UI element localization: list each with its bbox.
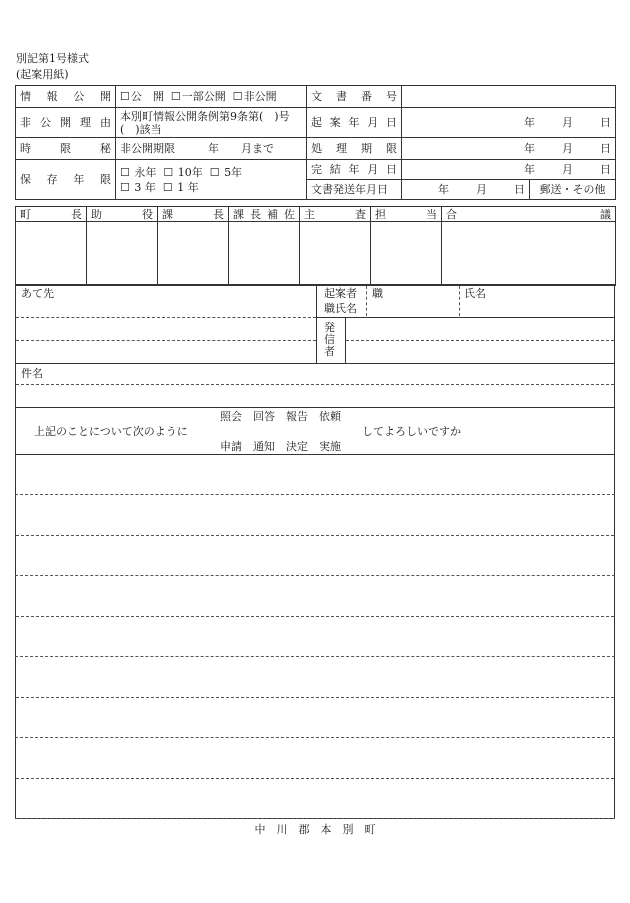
statement-options-bottom[interactable]: 申請 通知 決定 実施 — [220, 440, 341, 453]
body-line — [15, 737, 615, 738]
retention-10y[interactable] — [163, 166, 174, 179]
subject-bottom-line — [15, 407, 615, 408]
secret-label-cell — [16, 138, 116, 160]
body-line — [16, 778, 614, 779]
stamp-consultation[interactable] — [442, 222, 616, 286]
reason-line1: 本別町情報公開条例第9条第( )号 — [120, 109, 290, 123]
body-line — [16, 697, 614, 698]
nondisclosure-label-cell — [16, 108, 116, 138]
sent-date-label: 文書発送年月日 — [307, 180, 402, 200]
body-line — [15, 818, 615, 819]
sender-line — [346, 340, 614, 341]
deadline-field[interactable]: 年 月 日 — [402, 138, 616, 160]
retention-5y[interactable] — [210, 166, 221, 179]
disclosure-option-partial[interactable]: ☐ 一部公開 — [171, 90, 226, 103]
post-label: 職 — [372, 287, 383, 300]
header-staff: 担 当 — [371, 207, 442, 222]
secret-label: 時 限 秘 — [20, 142, 111, 155]
form-name: (起案用紙) — [16, 68, 69, 81]
header-section-chief: 課 長 — [158, 207, 229, 222]
retention-label: 保 存 年 限 — [20, 173, 111, 186]
drafter-label: 起案者 — [324, 287, 357, 300]
doc-number-label-cell — [307, 86, 402, 108]
stamp-section-chief[interactable] — [158, 222, 229, 286]
body-line — [16, 616, 614, 617]
disclosure-label-cell — [16, 86, 116, 108]
disclosure-option-private[interactable]: ☐ 非公開 — [233, 90, 277, 103]
disclosure-label: 情 報 公 開 — [20, 90, 111, 103]
completion-label: 完 結 年 月 日 — [311, 163, 397, 176]
recipient-label: あて先 — [21, 287, 54, 300]
retention-options[interactable]: ☐ 永年 ☐ 10年 ☐ 5年 ☐ 3 年 ☐ 1 年 — [116, 160, 307, 200]
draft-date-label-cell — [307, 108, 402, 138]
body-line — [16, 535, 614, 536]
subject-label: 件名 — [21, 367, 43, 380]
header-deputy: 助 役 — [87, 207, 158, 222]
header-mayor: 町 長 — [16, 207, 87, 222]
stamp-assistant-chief[interactable] — [229, 222, 300, 286]
secret-value[interactable]: 非公開期限 年 月まで — [116, 138, 307, 160]
stamp-mayor[interactable] — [16, 222, 87, 286]
body-line — [15, 575, 615, 576]
drafter-label-2: 職氏名 — [324, 302, 357, 315]
body-line — [15, 494, 615, 495]
name-divider — [459, 286, 460, 316]
deadline-label-cell — [307, 138, 402, 160]
statement-suffix: してよろしいですか — [362, 425, 461, 438]
sent-date-field[interactable]: 年 月 日 — [402, 180, 530, 200]
deadline-label: 処 理 期 限 — [311, 142, 397, 155]
doc-number-label: 文 書 番 号 — [311, 90, 397, 103]
retention-1y[interactable] — [163, 181, 174, 194]
name-label: 氏名 — [464, 287, 486, 300]
info-table — [15, 85, 616, 200]
statement-options-top[interactable]: 照会 回答 報告 依頼 — [220, 410, 341, 423]
mail-label: 郵送・その他 — [530, 180, 616, 200]
disclosure-option-public[interactable]: ☐ 公 開 — [120, 90, 164, 103]
sender-label: 発 信 者 — [324, 321, 335, 358]
statement-prefix: 上記のことについて次のように — [34, 425, 188, 438]
draft-date-field[interactable]: 年 月 日 — [402, 108, 616, 138]
stamp-supervisor[interactable] — [300, 222, 371, 286]
subject-line — [16, 384, 614, 385]
retention-permanent[interactable] — [120, 166, 131, 179]
nondisclosure-label: 非 公 開 理 由 — [20, 116, 111, 129]
header-consultation: 合 議 — [442, 207, 616, 222]
completion-field[interactable]: 年 月 日 — [402, 160, 616, 180]
recipient-line-2 — [16, 340, 316, 341]
drafter-divider — [366, 286, 367, 316]
nondisclosure-reason[interactable] — [116, 108, 307, 138]
doc-number-field[interactable] — [402, 86, 616, 108]
address-bottom-line — [15, 363, 615, 364]
body-frame — [15, 284, 615, 819]
stamp-deputy[interactable] — [87, 222, 158, 286]
approval-table — [15, 206, 616, 286]
draft-date-label: 起 案 年 月 日 — [311, 116, 397, 129]
retention-3y[interactable] — [120, 181, 131, 194]
reason-line2: ( )該当 — [120, 122, 162, 136]
disclosure-options[interactable] — [116, 86, 307, 108]
completion-label-cell — [307, 160, 402, 180]
form-number: 別記第1号様式 — [16, 52, 89, 65]
recipient-line-1 — [16, 317, 316, 318]
header-supervisor: 主 査 — [300, 207, 371, 222]
sender-top-line — [316, 317, 615, 318]
statement-bottom-line — [15, 454, 615, 455]
address-divider — [316, 284, 317, 363]
footer-organization: 中 川 郡 本 別 町 — [254, 823, 376, 836]
stamp-staff[interactable] — [371, 222, 442, 286]
header-assistant-chief: 課 長 補 佐 — [229, 207, 300, 222]
retention-label-cell — [16, 160, 116, 200]
body-line — [15, 656, 615, 657]
